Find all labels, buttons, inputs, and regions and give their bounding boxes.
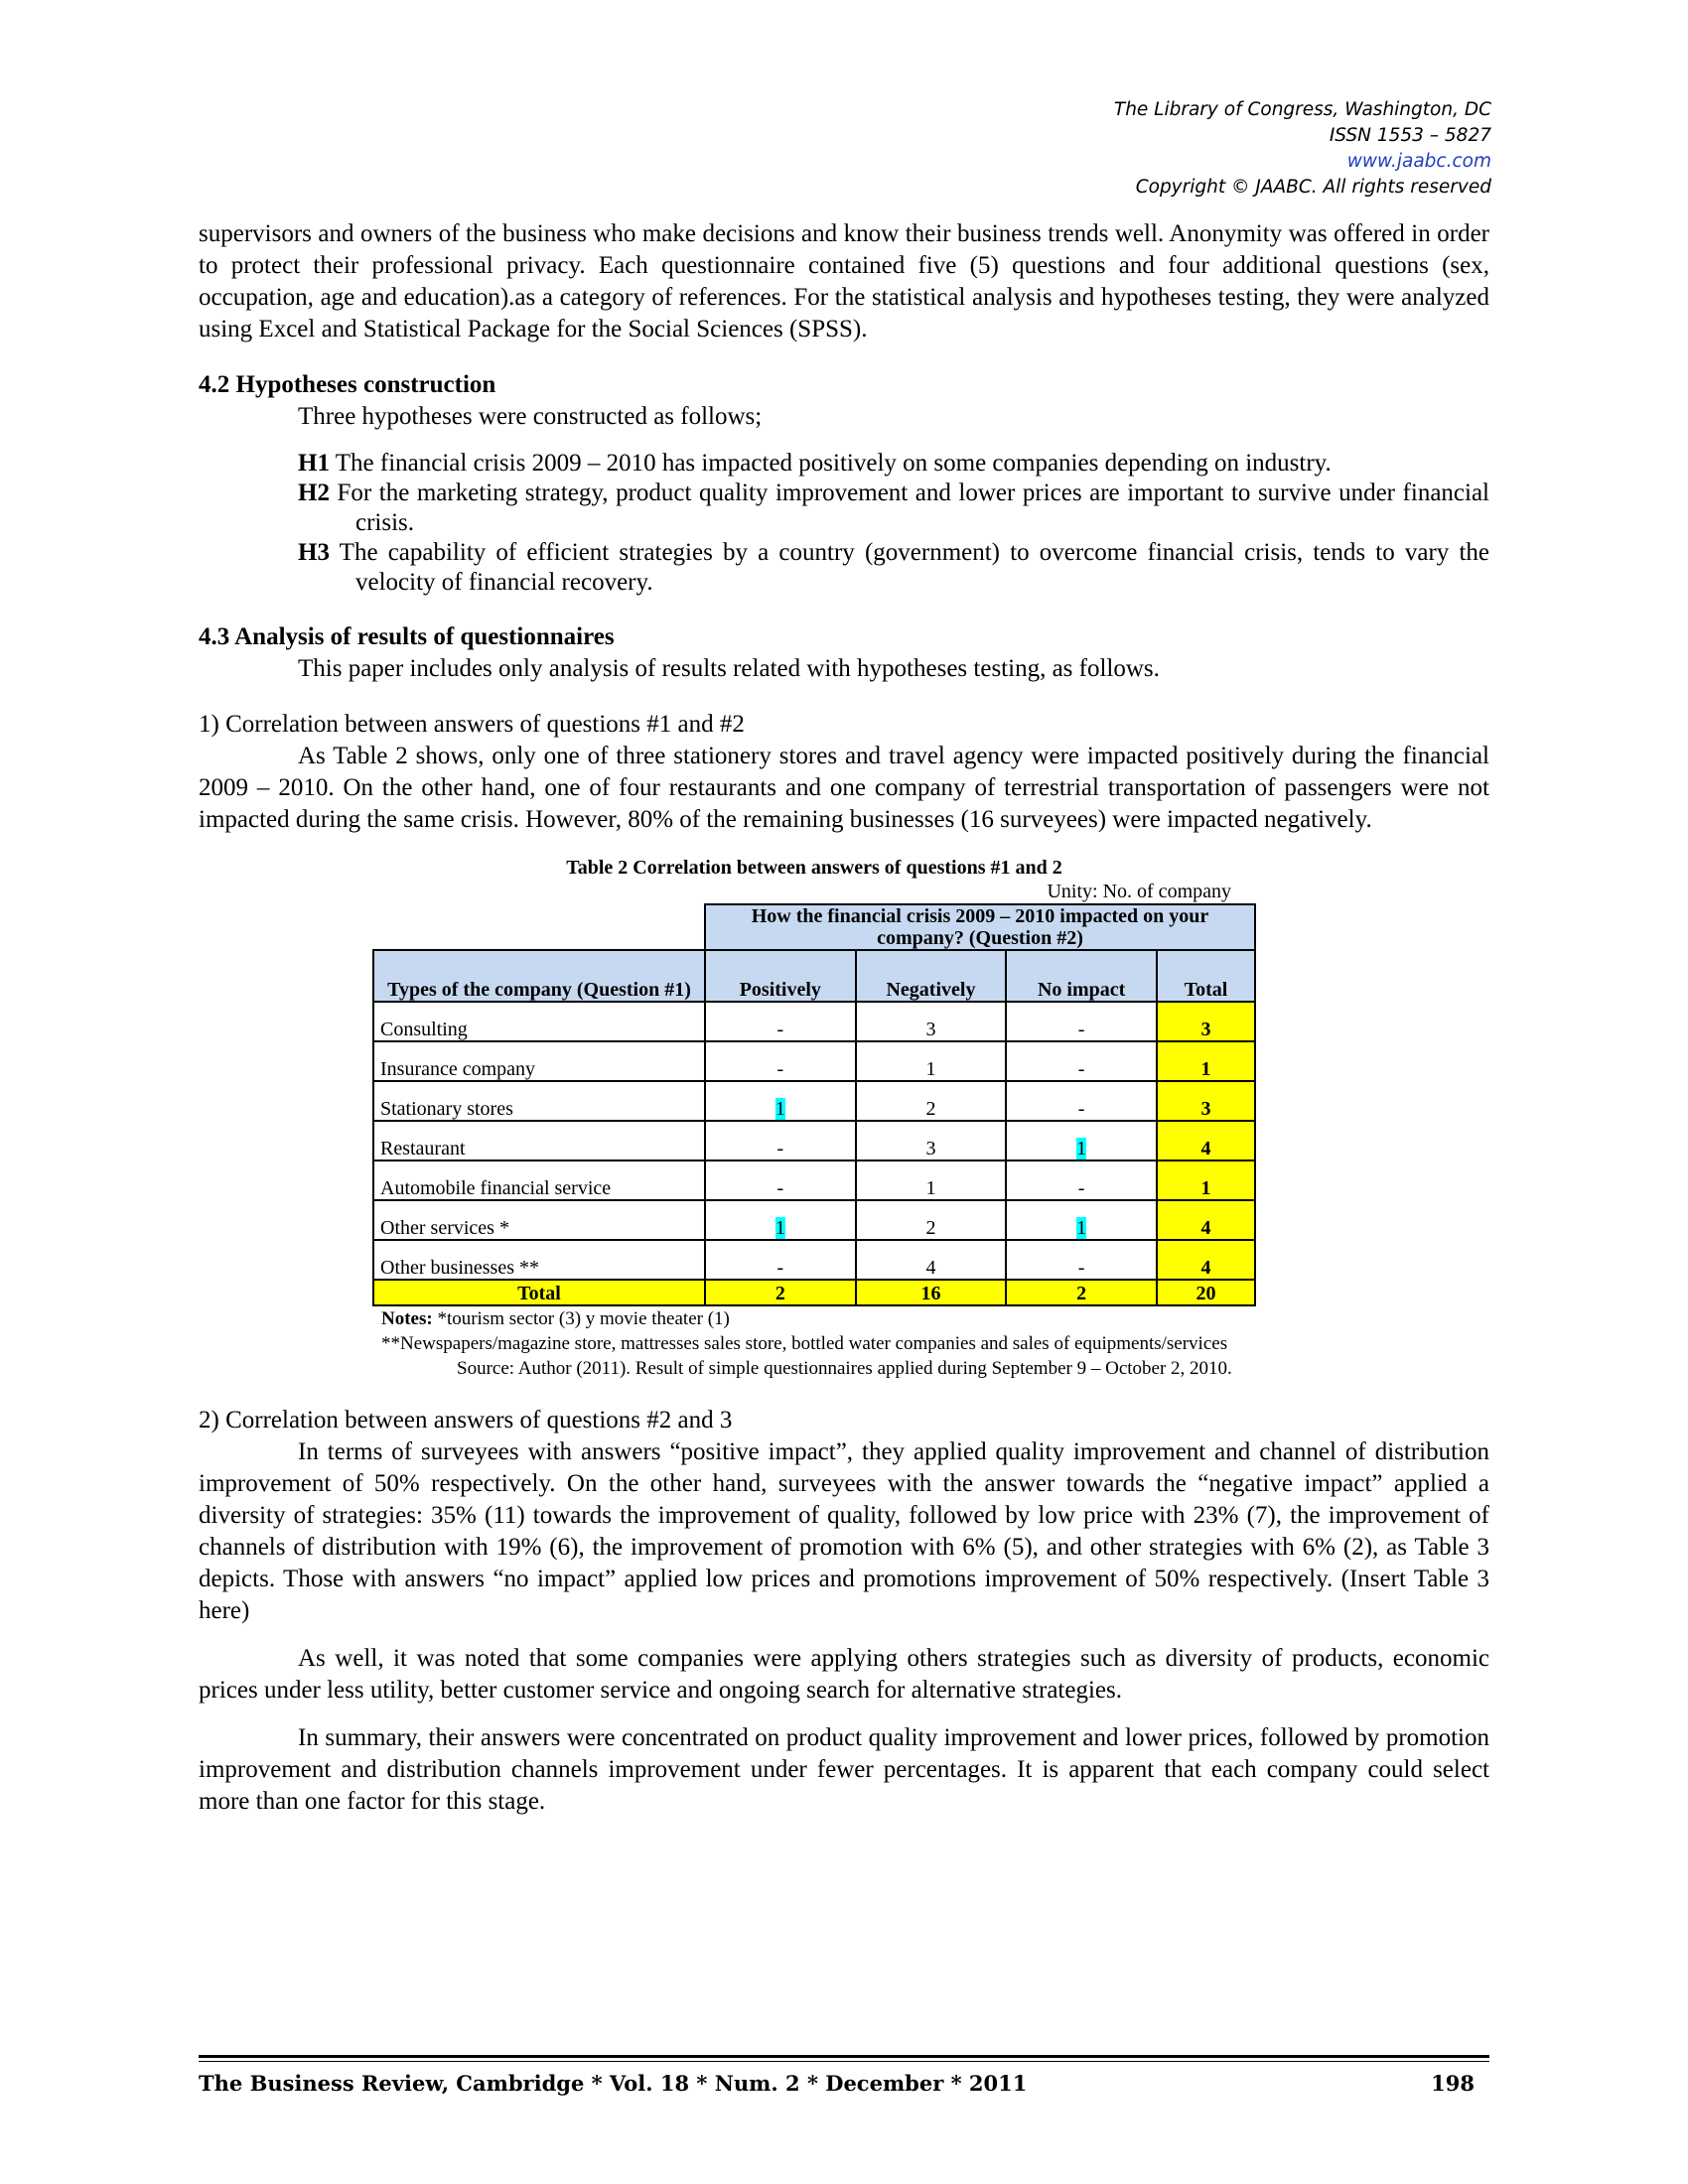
header-copyright: Copyright © JAABC. All rights reserved xyxy=(1135,177,1491,198)
table-row: Insurance company - 1 - 1 xyxy=(373,1041,1255,1081)
subsection-2-title: 2) Correlation between answers of questions #2 and 3 xyxy=(199,1407,733,1433)
section-4-2-lead: Three hypotheses were constructed as follows; xyxy=(298,403,763,430)
header-website-link[interactable]: www.jaabc.com xyxy=(1346,151,1491,172)
table-source: Source: Author (2011). Result of simple questionnaires applied during September 9 – October 2, 2010. xyxy=(457,1358,1232,1379)
intro-paragraph: supervisors and owners of the business who make decisions and know their business trends well. Anonymity was offered in order to protect their professional privacy. Each questionnaire contained five (5) questions and four additional questions (sex, occupation, age and education).as a category of references. For the statistical analysis and hypotheses testing, they were analyzed using Excel and Statistical Package for the Social Sciences (SPSS). xyxy=(199,220,1489,342)
section-4-3-lead: This paper includes only analysis of results related with hypotheses testing, as follows. xyxy=(298,655,1160,682)
table-unit: Unity: No. of company xyxy=(1047,881,1231,902)
table-col-positively: Positively xyxy=(705,950,856,1002)
section-heading-4-3: 4.3 Analysis of results of questionnaires xyxy=(199,623,615,650)
table-row: Consulting - 3 - 3 xyxy=(373,1002,1255,1041)
table-row: Restaurant - 3 1 4 xyxy=(373,1121,1255,1160)
footer-journal: The Business Review, Cambridge * Vol. 18 * Num. 2 * December * 2011 xyxy=(199,2071,1028,2096)
table-col-type: Types of the company (Question #1) xyxy=(373,950,705,1002)
hypothesis-item: H2 For the marketing strategy, product quality improvement and lower prices are important to survive under financial crisis. xyxy=(298,479,1489,536)
running-footer xyxy=(199,2071,1475,2096)
subsection-1-text: As Table 2 shows, only one of three stationery stores and travel agency were impacted positively during the financial 2009 – 2010. On the other hand, one of four restaurants and one company of terrestrial transportation of passengers were not impacted during the same crisis. However, 80% of the remaining businesses (16 surveyees) were impacted negatively. xyxy=(199,743,1489,833)
correlation-table xyxy=(372,903,1256,1306)
footer-rule xyxy=(199,2055,1489,2062)
highlighted-value: 1 xyxy=(1076,1217,1087,1239)
subsection-2-paragraph-1: In terms of surveyees with answers “positive impact”, they applied quality improvement and channel of distribution improvement of 50% respectively. On the other hand, surveyees with the answer towards the “negative impact” applied a diversity of strategies: 35% (11) towards the improvement of quality, followed by low price with 23% (7), the improvement of channels of distribution with 19% (6), the improvement of promotion with 6% (5), and other strategies with 6% (2), as Table 3 depicts. Those with answers “no impact” applied low prices and promotions improvement of 50% respectively. (Insert Table 3 here) xyxy=(199,1438,1489,1624)
highlighted-value: 1 xyxy=(774,1217,785,1239)
hypothesis-item: H1 The financial crisis 2009 – 2010 has impacted positively on some companies depending on industry. xyxy=(298,450,1332,477)
highlighted-value: 1 xyxy=(774,1098,785,1120)
subsection-2-paragraph-2: As well, it was noted that some companies were applying others strategies such as diversity of products, economic prices under less utility, better customer service and ongoing search for alternative strategies. xyxy=(199,1645,1489,1704)
hypothesis-item: H3 The capability of efficient strategies by a country (government) to overcome financial crisis, tends to vary the velocity of financial recovery. xyxy=(298,539,1489,596)
subsection-2-paragraph-3: In summary, their answers were concentrated on product quality improvement and lower prices, followed by promotion improvement and distribution channels improvement under fewer percentages. It is apparent that each company could select more than one factor for this stage. xyxy=(199,1724,1489,1815)
table-2 xyxy=(199,856,1489,1381)
table-row: Stationary stores 1 2 - 3 xyxy=(373,1081,1255,1121)
running-header xyxy=(1114,97,1491,201)
page-number: 198 xyxy=(1431,2071,1475,2096)
table-col-no-impact: No impact xyxy=(1006,950,1157,1002)
table-col-negatively: Negatively xyxy=(856,950,1007,1002)
table-row: Other services * 1 2 1 4 xyxy=(373,1200,1255,1240)
header-issn: ISSN 1553 – 5827 xyxy=(1329,125,1491,146)
subsection-1-title: 1) Correlation between answers of questions #1 and #2 xyxy=(199,711,745,738)
table-group-header: How the financial crisis 2009 – 2010 impacted on your company? (Question #2) xyxy=(705,904,1255,950)
highlighted-value: 1 xyxy=(1076,1138,1087,1160)
hypotheses-list xyxy=(298,449,1489,598)
table-notes: Notes: *tourism sector (3) y movie theater (1) **Newspapers/magazine store, mattresses sales store, bottled water companies and sales of equipments/services Source: Author (2011). Result of simple questionnaires applied during September 9 – October 2, 2010. xyxy=(381,1306,1489,1381)
table-caption: Table 2 Correlation between answers of questions #1 and 2 xyxy=(566,857,1062,879)
table-total-row: Total 2 16 2 20 xyxy=(373,1280,1255,1305)
table-col-total: Total xyxy=(1157,950,1255,1002)
table-row: Other businesses ** - 4 - 4 xyxy=(373,1240,1255,1280)
section-heading-4-2: 4.2 Hypotheses construction xyxy=(199,371,496,398)
header-library: The Library of Congress, Washington, DC xyxy=(1113,99,1491,120)
page-body xyxy=(199,218,1489,1818)
table-row: Automobile financial service - 1 - 1 xyxy=(373,1160,1255,1200)
